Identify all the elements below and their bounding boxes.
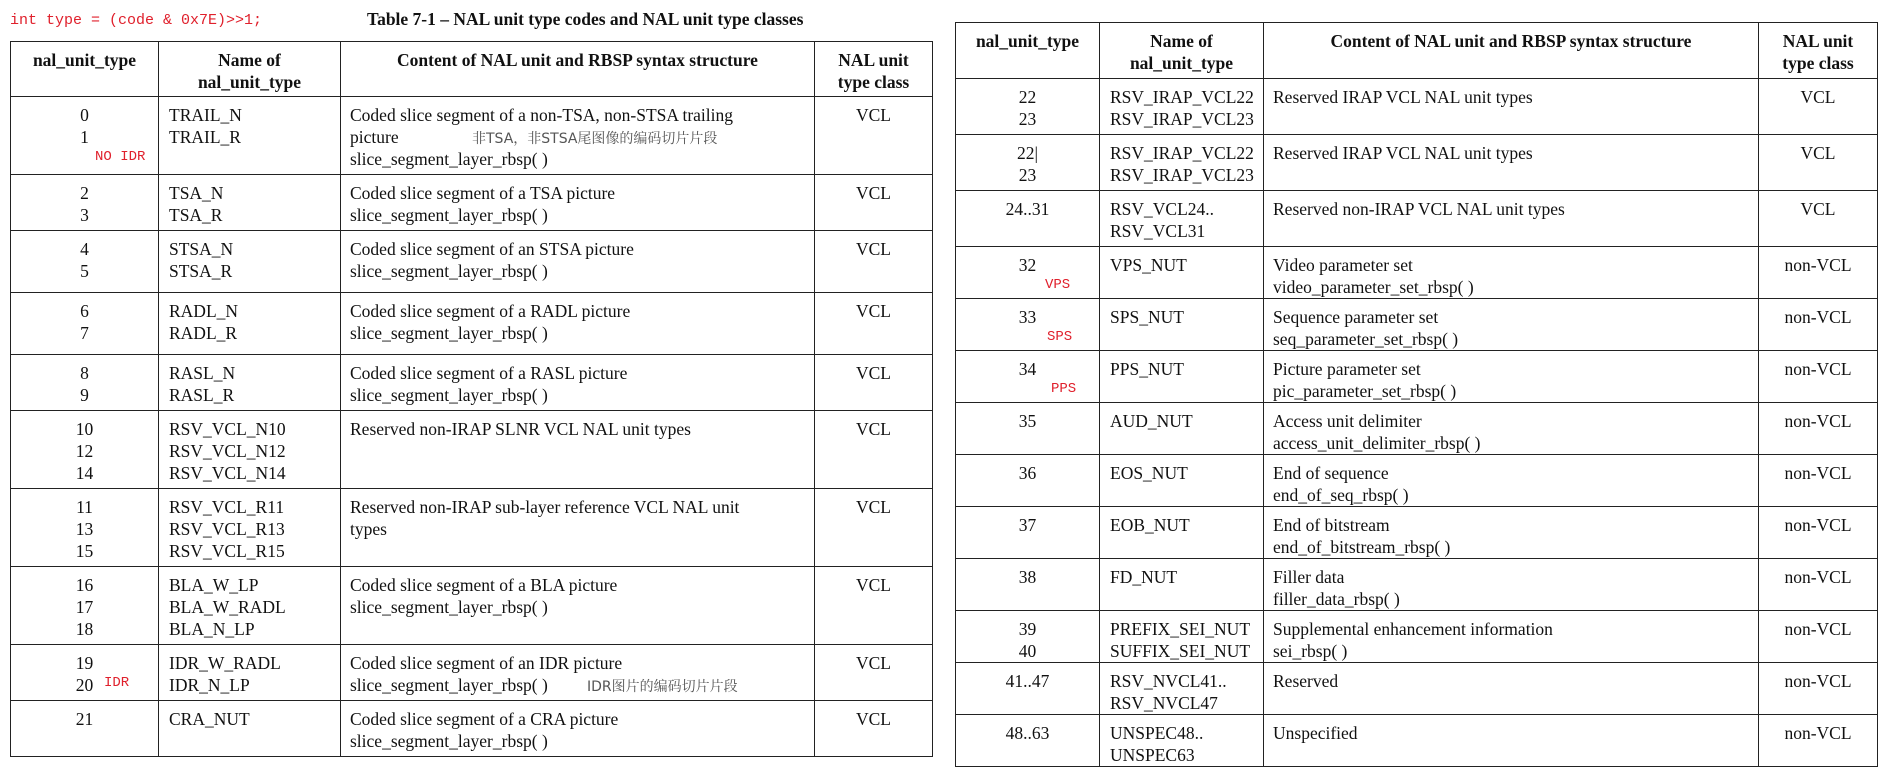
nal-type-cell <box>11 411 159 489</box>
nal-type-value: 39 <box>1018 619 1037 639</box>
nal-name-value: TSA_N <box>169 183 224 203</box>
nal-type-value: 0 <box>80 105 89 125</box>
content-cell <box>341 293 815 355</box>
content-line: Reserved non-IRAP VCL NAL unit types <box>1273 199 1565 219</box>
header-content: Content of NAL unit and RBSP syntax structure <box>341 42 815 97</box>
content-line: Unspecified <box>1273 723 1358 743</box>
nal-type-value: 7 <box>80 323 89 343</box>
nal-class-value: VCL <box>856 105 891 125</box>
table-row <box>956 191 1878 247</box>
nal-name-value: RADL_N <box>169 301 239 321</box>
nal-type-value: 1 <box>80 127 89 147</box>
content-line: Reserved IRAP VCL NAL unit types <box>1273 87 1533 107</box>
nal-type-value: 18 <box>75 619 94 639</box>
nal-class-value: non-VCL <box>1784 723 1852 743</box>
content-line: Access unit delimiter <box>1273 411 1422 431</box>
nal-name-cell <box>159 231 341 293</box>
nal-class-value: non-VCL <box>1784 619 1852 639</box>
nal-class-cell <box>1759 79 1878 135</box>
content-cell <box>1264 663 1759 715</box>
nal-name-value: SUFFIX_SEI_NUT <box>1110 641 1251 661</box>
nal-class-value: non-VCL <box>1784 411 1852 431</box>
content-cell <box>341 175 815 231</box>
nal-class-cell <box>1759 351 1878 403</box>
table-row <box>956 299 1878 351</box>
nal-class-value: non-VCL <box>1784 307 1852 327</box>
nal-name-value: BLA_N_LP <box>169 619 255 639</box>
content-cell <box>341 355 815 411</box>
nal-class-value: VCL <box>1800 143 1836 163</box>
nal-type-cell <box>956 351 1100 403</box>
table-row <box>11 175 933 231</box>
nal-class-cell <box>1759 663 1878 715</box>
header-name: Name of nal_unit_type <box>159 42 341 97</box>
nal-name-value: TSA_R <box>169 205 223 225</box>
nal-class-cell <box>815 231 933 293</box>
nal-class-value: non-VCL <box>1784 463 1852 483</box>
nal-type-value: 16 <box>75 575 94 595</box>
nal-name-value: PPS_NUT <box>1110 359 1184 379</box>
content-line: sei_rbsp( ) <box>1273 641 1348 661</box>
header-content: Content of NAL unit and RBSP syntax structure <box>1264 23 1759 79</box>
nal-name-value: TRAIL_R <box>169 127 241 147</box>
content-cell <box>1264 611 1759 663</box>
nal-type-cell <box>11 645 159 701</box>
nal-name-value: BLA_W_LP <box>169 575 259 595</box>
nal-name-value: RSV_VCL24.. <box>1110 199 1215 219</box>
nal-type-value: 40 <box>1018 641 1037 661</box>
nal-type-cell <box>956 79 1100 135</box>
nal-name-cell <box>1100 351 1264 403</box>
nal-type-value: 33 <box>1018 307 1037 327</box>
nal-class-value: non-VCL <box>1784 515 1852 535</box>
header-row <box>956 23 1878 79</box>
nal-class-value: VCL <box>856 301 891 321</box>
nal-name-value: CRA_NUT <box>169 709 250 729</box>
nal-class-cell <box>815 355 933 411</box>
content-line: slice_segment_layer_rbsp( ) <box>350 261 548 281</box>
nal-class-cell <box>815 97 933 175</box>
nal-class-cell <box>1759 715 1878 767</box>
table-row <box>956 403 1878 455</box>
nal-class-value: VCL <box>856 497 891 517</box>
content-line: Video parameter set <box>1273 255 1413 275</box>
nal-type-value: 35 <box>1018 411 1037 431</box>
content-line: video_parameter_set_rbsp( ) <box>1273 277 1474 297</box>
content-line: slice_segment_layer_rbsp( ) <box>350 385 548 405</box>
nal-type-value: 34 <box>1018 359 1037 379</box>
content-line: slice_segment_layer_rbsp( ) <box>350 149 548 169</box>
nal-type-cell <box>956 455 1100 507</box>
table-row <box>11 701 933 757</box>
nal-class-value: VCL <box>856 709 891 729</box>
nal-name-value: IDR_N_LP <box>169 675 250 695</box>
red-annotation: VPS <box>1045 277 1071 293</box>
content-cell <box>1264 247 1759 299</box>
nal-name-value: RSV_VCL_R11 <box>169 497 285 517</box>
content-cell <box>341 97 815 175</box>
nal-class-cell <box>1759 507 1878 559</box>
nal-class-cell <box>1759 247 1878 299</box>
nal-class-cell <box>1759 611 1878 663</box>
nal-name-value: RADL_R <box>169 323 238 343</box>
table-row <box>956 455 1878 507</box>
table-row <box>11 293 933 355</box>
nal-class-value: VCL <box>856 239 891 259</box>
content-line: Reserved non-IRAP SLNR VCL NAL unit types <box>350 419 691 439</box>
nal-type-value: 5 <box>80 261 89 281</box>
content-cell <box>1264 135 1759 191</box>
table-row <box>11 567 933 645</box>
content-line: Filler data <box>1273 567 1345 587</box>
nal-type-value: 3 <box>80 205 89 225</box>
content-line: Supplemental enhancement information <box>1273 619 1553 639</box>
nal-name-value: RASL_N <box>169 363 236 383</box>
content-cell <box>1264 559 1759 611</box>
nal-name-cell <box>159 97 341 175</box>
red-annotation: IDR <box>104 675 130 691</box>
table-title: Table 7-1 – NAL unit type codes and NAL unit type classes <box>367 9 804 29</box>
content-line: Coded slice segment of a CRA picture <box>350 709 619 729</box>
nal-name-value: RSV_VCL_N10 <box>169 419 286 439</box>
nal-name-cell <box>1100 299 1264 351</box>
nal-class-cell <box>1759 403 1878 455</box>
nal-class-cell <box>815 293 933 355</box>
nal-type-value: 6 <box>80 301 89 321</box>
nal-class-cell <box>815 645 933 701</box>
nal-name-cell <box>1100 715 1264 767</box>
nal-name-cell <box>1100 611 1264 663</box>
nal-name-value: PREFIX_SEI_NUT <box>1110 619 1251 639</box>
header-class: NAL unit type class <box>1759 23 1878 79</box>
nal-type-cell <box>11 567 159 645</box>
nal-name-value: IDR_W_RADL <box>169 653 281 673</box>
nal-type-cell <box>956 403 1100 455</box>
table-row <box>11 411 933 489</box>
table-row <box>956 715 1878 767</box>
content-cell <box>1264 79 1759 135</box>
content-line: Coded slice segment of a TSA picture <box>350 183 616 203</box>
nal-name-cell <box>1100 455 1264 507</box>
nal-name-value: STSA_R <box>169 261 233 281</box>
nal-type-cell <box>11 97 159 175</box>
content-line: Reserved non-IRAP sub-layer reference VCL NAL unit <box>350 497 740 517</box>
nal-type-value: 24..31 <box>1005 199 1050 219</box>
red-annotation: SPS <box>1047 329 1073 345</box>
content-line: slice_segment_layer_rbsp( ) <box>350 675 548 695</box>
nal-type-cell <box>956 247 1100 299</box>
nal-name-value: RSV_VCL_R13 <box>169 519 285 539</box>
nal-name-value: UNSPEC63 <box>1110 745 1195 765</box>
content-line: seq_parameter_set_rbsp( ) <box>1273 329 1459 349</box>
nal-name-value: RSV_VCL_N12 <box>169 441 286 461</box>
red-annotation: NO IDR <box>95 149 146 165</box>
nal-name-cell <box>1100 507 1264 559</box>
content-line: Picture parameter set <box>1273 359 1421 379</box>
nal-type-value: 23 <box>1018 165 1037 185</box>
content-line: Coded slice segment of a non-TSA, non-STSA trailing <box>350 105 734 125</box>
content-line: types <box>350 519 387 539</box>
nal-name-value: RSV_IRAP_VCL22 <box>1110 143 1254 163</box>
table-row <box>956 559 1878 611</box>
nal-class-cell <box>1759 135 1878 191</box>
nal-name-cell <box>159 175 341 231</box>
nal-name-cell <box>1100 79 1264 135</box>
nal-name-value: BLA_W_RADL <box>169 597 286 617</box>
content-cell <box>341 567 815 645</box>
header-name: Name of nal_unit_type <box>1100 23 1264 79</box>
nal-type-cell <box>11 355 159 411</box>
nal-type-cell <box>956 715 1100 767</box>
content-line: Reserved <box>1273 671 1339 691</box>
content-line: end_of_seq_rbsp( ) <box>1273 485 1409 505</box>
nal-name-value: RSV_IRAP_VCL23 <box>1110 109 1254 129</box>
table-row <box>956 79 1878 135</box>
table-row <box>956 507 1878 559</box>
header-nal-unit-type: nal_unit_type <box>956 23 1100 79</box>
nal-name-value: RSV_IRAP_VCL22 <box>1110 87 1254 107</box>
nal-type-value: 4 <box>80 239 89 259</box>
nal-type-value: 32 <box>1018 255 1037 275</box>
nal-class-value: VCL <box>856 575 891 595</box>
content-line: slice_segment_layer_rbsp( ) <box>350 597 548 617</box>
nal-type-value: 10 <box>75 419 94 439</box>
content-line: filler_data_rbsp( ) <box>1273 589 1400 609</box>
content-line: slice_segment_layer_rbsp( ) <box>350 323 548 343</box>
nal-type-value: 21 <box>75 709 94 729</box>
table-row <box>956 135 1878 191</box>
table-row <box>956 663 1878 715</box>
nal-name-value: VPS_NUT <box>1110 255 1187 275</box>
nal-name-value: RSV_NVCL41.. <box>1110 671 1227 691</box>
nal-type-cell <box>11 293 159 355</box>
nal-type-value: 2 <box>80 183 89 203</box>
nal-type-cell <box>956 559 1100 611</box>
content-line: Coded slice segment of an IDR picture <box>350 653 623 673</box>
content-cell <box>341 489 815 567</box>
nal-type-value: 22 <box>1018 87 1037 107</box>
header-class: NAL unit type class <box>815 42 933 97</box>
nal-name-value: RSV_IRAP_VCL23 <box>1110 165 1254 185</box>
content-line: Coded slice segment of a RADL picture <box>350 301 631 321</box>
nal-type-value: 22| <box>1016 143 1038 163</box>
table-row <box>11 489 933 567</box>
nal-name-cell <box>159 355 341 411</box>
table-row <box>11 231 933 293</box>
nal-type-cell <box>956 611 1100 663</box>
content-cell <box>1264 299 1759 351</box>
nal-type-value: 12 <box>75 441 94 461</box>
nal-class-value: non-VCL <box>1784 255 1852 275</box>
nal-name-value: FD_NUT <box>1110 567 1178 587</box>
nal-class-cell <box>1759 559 1878 611</box>
content-cell <box>341 411 815 489</box>
nal-name-cell <box>159 645 341 701</box>
content-line: picture <box>350 127 399 147</box>
table-row <box>956 611 1878 663</box>
nal-type-cell <box>956 507 1100 559</box>
nal-type-cell <box>956 191 1100 247</box>
nal-type-cell <box>956 299 1100 351</box>
nal-type-cell <box>956 663 1100 715</box>
nal-name-cell <box>1100 247 1264 299</box>
nal-class-value: non-VCL <box>1784 567 1852 587</box>
nal-type-value: 9 <box>80 385 89 405</box>
nal-type-value: 36 <box>1018 463 1037 483</box>
content-cell <box>1264 455 1759 507</box>
nal-name-value: AUD_NUT <box>1110 411 1193 431</box>
content-cell <box>341 231 815 293</box>
nal-name-cell <box>1100 403 1264 455</box>
content-line: Reserved IRAP VCL NAL unit types <box>1273 143 1533 163</box>
nal-class-value: VCL <box>856 419 891 439</box>
nal-name-cell <box>159 489 341 567</box>
nal-name-value: EOS_NUT <box>1110 463 1188 483</box>
nal-class-value: non-VCL <box>1784 671 1852 691</box>
nal-table-right <box>955 22 1878 767</box>
table-row <box>11 355 933 411</box>
nal-type-value: 15 <box>75 541 94 561</box>
nal-type-value: 8 <box>80 363 89 383</box>
nal-type-value: 20 <box>75 675 94 695</box>
content-line: access_unit_delimiter_rbsp( ) <box>1273 433 1481 453</box>
nal-name-cell <box>159 411 341 489</box>
nal-name-cell <box>159 293 341 355</box>
nal-type-value: 13 <box>75 519 94 539</box>
content-line: End of sequence <box>1273 463 1389 483</box>
table-row <box>11 97 933 175</box>
nal-class-cell <box>815 411 933 489</box>
nal-class-value: VCL <box>1800 87 1836 107</box>
content-line: Coded slice segment of a BLA picture <box>350 575 618 595</box>
nal-name-cell <box>1100 135 1264 191</box>
content-line: slice_segment_layer_rbsp( ) <box>350 731 548 751</box>
nal-type-value: 48..63 <box>1005 723 1050 743</box>
content-line: End of bitstream <box>1273 515 1390 535</box>
nal-class-value: VCL <box>856 653 891 673</box>
nal-name-cell <box>159 567 341 645</box>
nal-class-cell <box>815 175 933 231</box>
nal-type-cell <box>956 135 1100 191</box>
nal-class-value: non-VCL <box>1784 359 1852 379</box>
nal-type-cell <box>11 489 159 567</box>
nal-name-value: UNSPEC48.. <box>1110 723 1204 743</box>
content-line: end_of_bitstream_rbsp( ) <box>1273 537 1451 557</box>
nal-name-value: RSV_VCL31 <box>1110 221 1206 241</box>
nal-type-cell <box>11 175 159 231</box>
content-line: pic_parameter_set_rbsp( ) <box>1273 381 1457 401</box>
nal-name-cell <box>1100 191 1264 247</box>
nal-name-value: RASL_R <box>169 385 235 405</box>
content-cell <box>1264 403 1759 455</box>
nal-type-value: 17 <box>75 597 94 617</box>
chinese-annotation: 非TSA，非STSA尾图像的编码切片片段 <box>472 131 718 147</box>
nal-name-value: EOB_NUT <box>1110 515 1190 535</box>
content-cell <box>1264 191 1759 247</box>
nal-type-value: 19 <box>75 653 94 673</box>
nal-name-value: RSV_NVCL47 <box>1110 693 1218 713</box>
nal-class-value: VCL <box>1800 199 1836 219</box>
table-row <box>956 247 1878 299</box>
nal-type-value: 38 <box>1018 567 1037 587</box>
nal-type-value: 14 <box>75 463 94 483</box>
table-row <box>956 351 1878 403</box>
nal-type-value: 23 <box>1018 109 1037 129</box>
nal-name-value: SPS_NUT <box>1110 307 1184 327</box>
content-cell <box>1264 715 1759 767</box>
nal-class-value: VCL <box>856 363 891 383</box>
nal-type-value: 37 <box>1018 515 1037 535</box>
nal-type-value: 11 <box>76 497 93 517</box>
header-row <box>11 42 933 97</box>
nal-class-cell <box>1759 299 1878 351</box>
nal-name-value: RSV_VCL_N14 <box>169 463 286 483</box>
nal-name-cell <box>1100 559 1264 611</box>
content-line: slice_segment_layer_rbsp( ) <box>350 205 548 225</box>
nal-type-cell <box>11 231 159 293</box>
code-annotation: int type = (code & 0x7E)>>1; <box>10 12 263 29</box>
nal-name-cell <box>159 701 341 757</box>
nal-class-cell <box>1759 455 1878 507</box>
nal-name-cell <box>1100 663 1264 715</box>
content-line: Coded slice segment of an STSA picture <box>350 239 634 259</box>
content-cell <box>341 645 815 701</box>
nal-class-value: VCL <box>856 183 891 203</box>
nal-class-cell <box>815 489 933 567</box>
content-cell <box>341 701 815 757</box>
nal-table-left <box>10 41 933 757</box>
content-cell <box>1264 351 1759 403</box>
chinese-annotation: IDR图片的编码切片片段 <box>587 679 738 695</box>
red-annotation: PPS <box>1051 381 1077 397</box>
nal-class-cell <box>815 701 933 757</box>
nal-name-value: RSV_VCL_R15 <box>169 541 285 561</box>
table-row <box>11 645 933 701</box>
content-line: Coded slice segment of a RASL picture <box>350 363 628 383</box>
nal-name-value: TRAIL_N <box>169 105 242 125</box>
content-cell <box>1264 507 1759 559</box>
content-line: Sequence parameter set <box>1273 307 1439 327</box>
nal-type-value: 41..47 <box>1005 671 1050 691</box>
nal-name-value: STSA_N <box>169 239 234 259</box>
nal-type-cell <box>11 701 159 757</box>
nal-class-cell <box>1759 191 1878 247</box>
header-nal-unit-type: nal_unit_type <box>11 42 159 97</box>
nal-class-cell <box>815 567 933 645</box>
